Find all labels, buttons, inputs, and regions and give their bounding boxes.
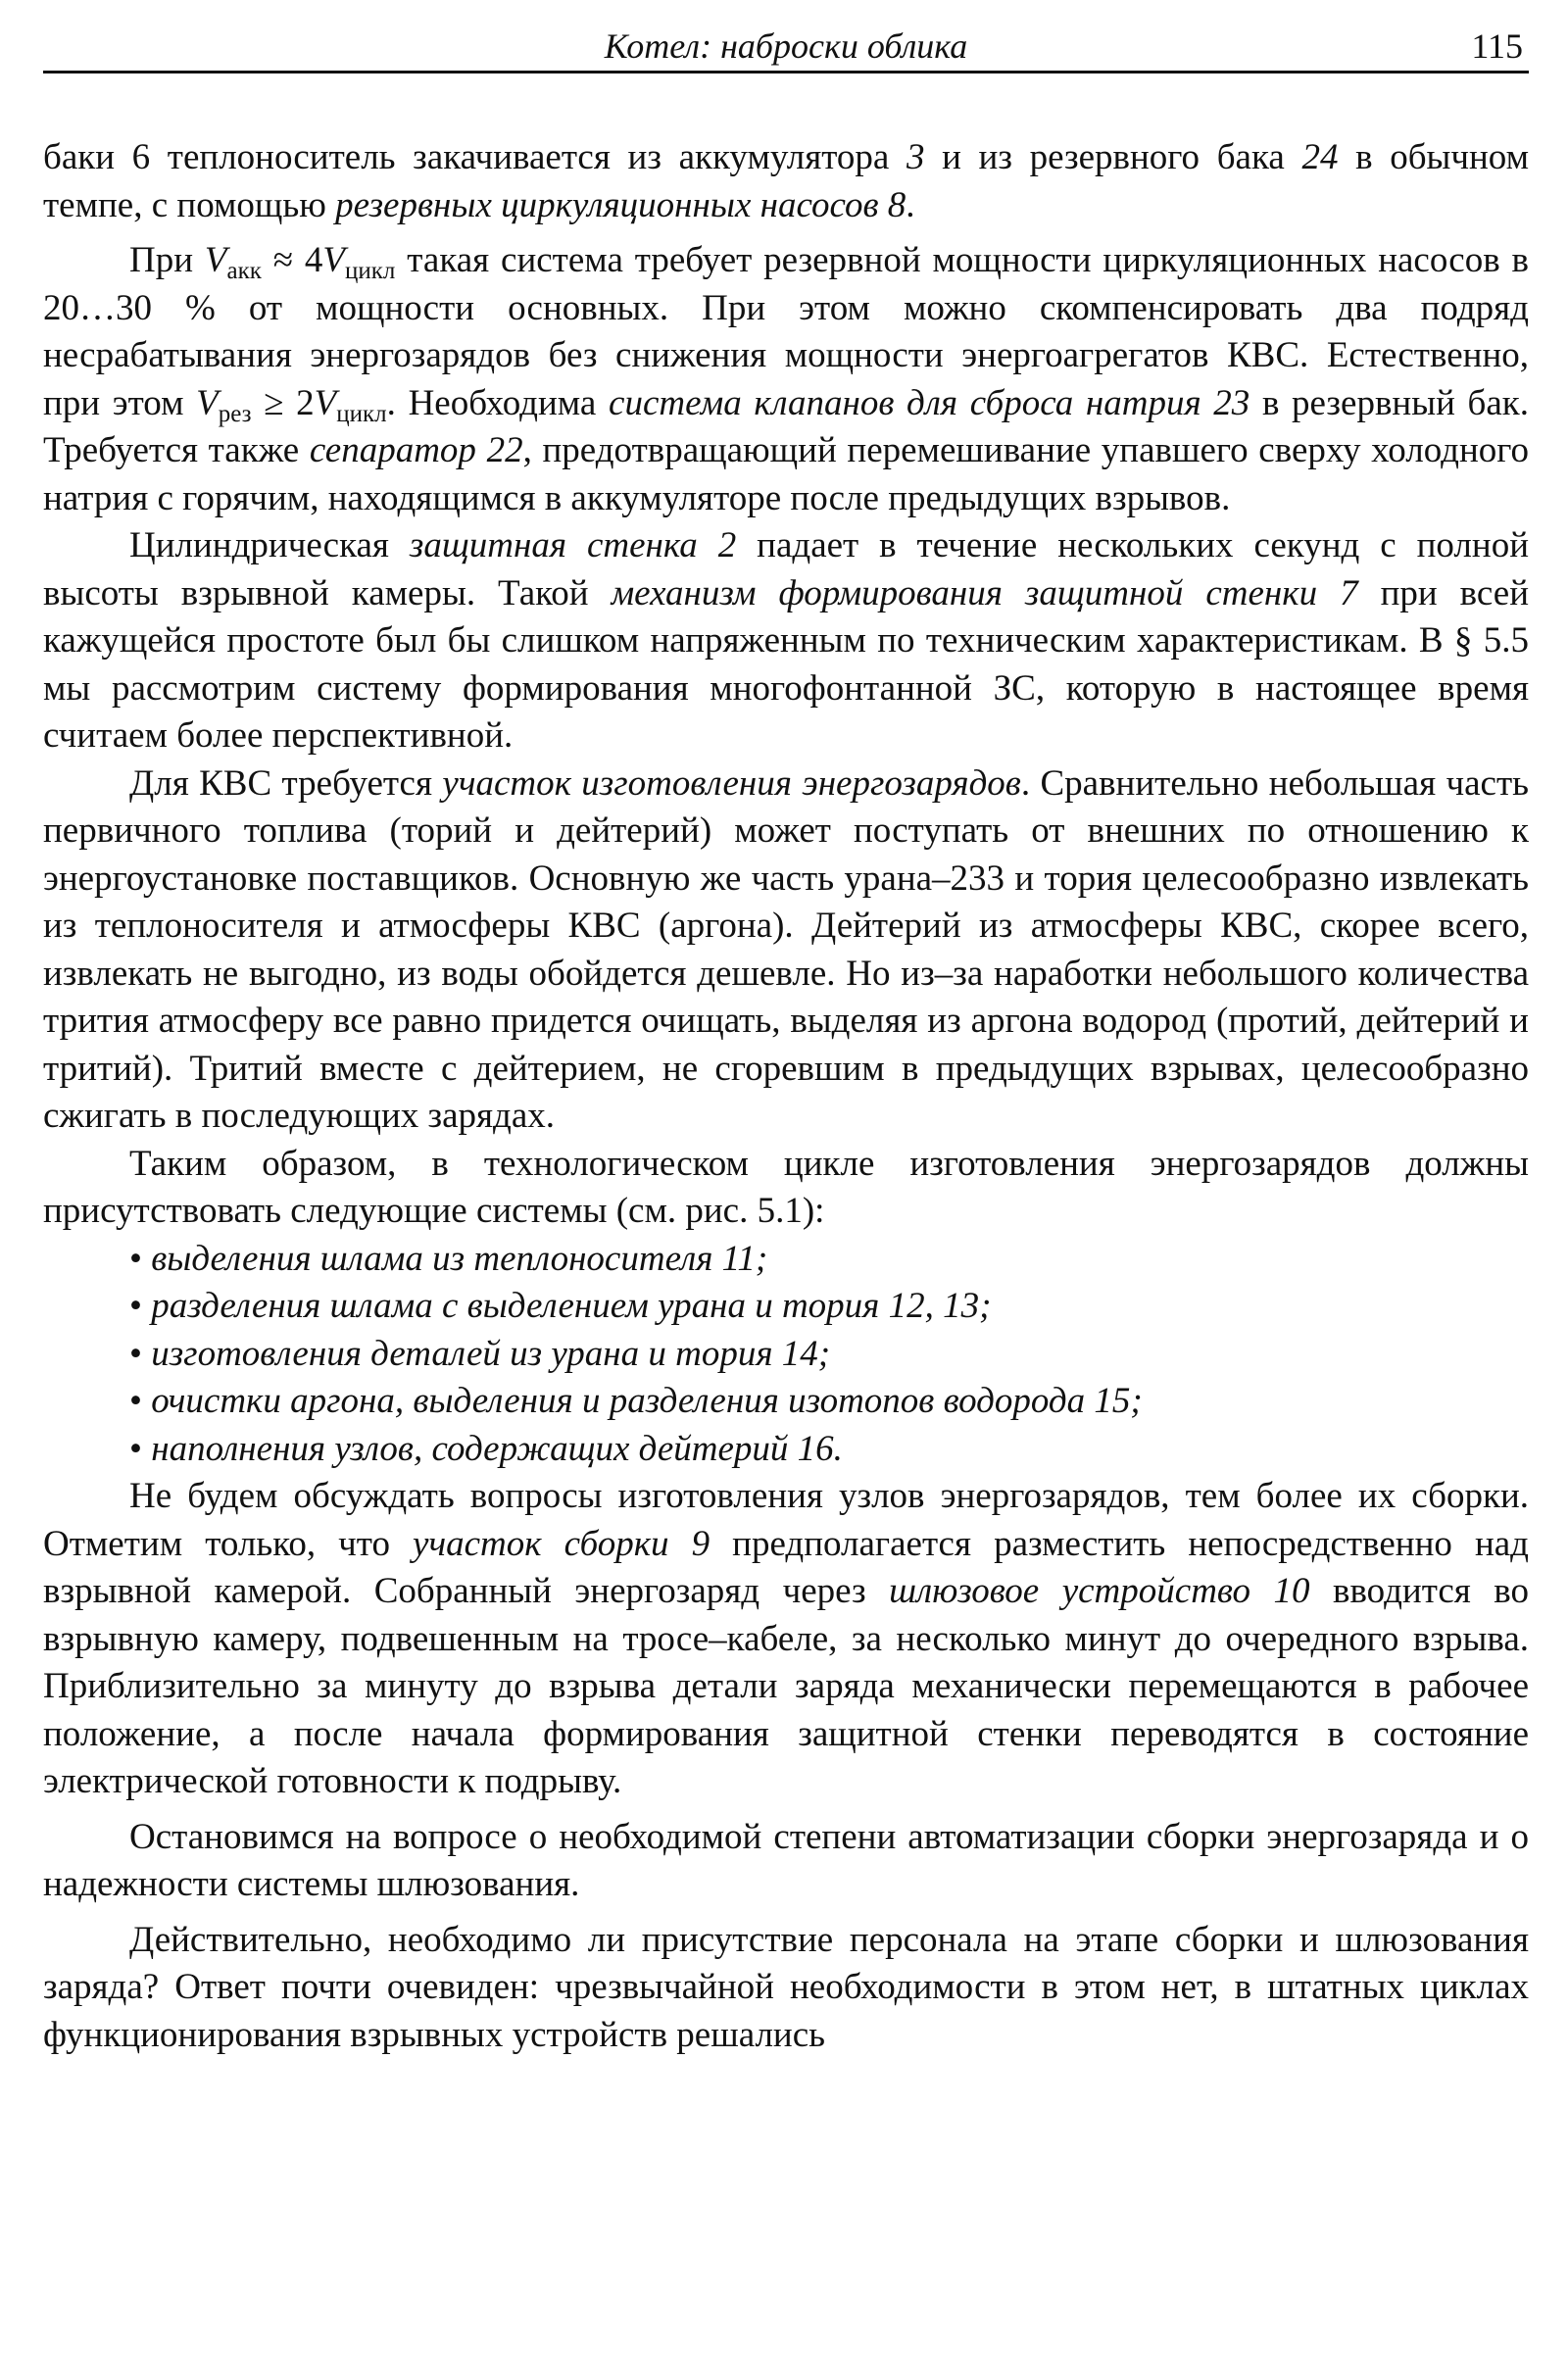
math-subscript: цикл [336,400,387,427]
math-variable: V [314,382,337,423]
math-variable: V [204,240,227,280]
italic-ref: 24 [1301,137,1339,177]
text-run: Не будем обсуждать вопросы изготовления узлов энергозарядов, тем более их сборки. Отметим только, что [43,1476,1529,1564]
italic-term: механизм формирования защитной стенки 7 [611,572,1358,613]
text-run: ≈ 4 [261,240,323,280]
list-item: • очистки аргона, выделения и разделения изотопов водорода 15; [129,1378,1529,1426]
text-run: в обычном темпе, с помощью [43,137,1529,225]
text-run: Для КВС требуется [129,762,443,804]
running-header [43,22,1529,74]
italic-term: защитная стенка 2 [409,525,737,565]
paragraph-2 [43,237,1529,522]
paragraph-6 [43,1473,1529,1806]
list-item: • выделения шлама из теплоносителя 11; [129,1236,1529,1284]
italic-term: сепаратор 22 [309,430,523,470]
text-run: . [906,184,915,225]
italic-term: система клапанов для сброса натрия 23 [609,382,1250,423]
text-run: падает в течение нескольких секунд с полной высоты взрывной камеры. Такой [43,525,1529,613]
text-run: такая система требует резервной мощности циркуляционных насосов в 20…30 % от мощности основных. При этом можно скомпенсировать два подряд несрабатывания энергозарядов без снижения мощности энергоагрегатов КВС. Естественно, при этом [43,240,1529,423]
list-item: • наполнения узлов, содержащих дейтерий 16. [129,1426,1529,1474]
paragraph-5: Таким образом, в технологическом цикле изготовления энергозарядов должны присутствовать следующие системы (см. рис. 5.1): [43,1143,1529,1231]
math-subscript: акк [226,258,262,284]
math-subscript: цикл [345,258,396,284]
text-run: Цилиндрическая [129,525,410,565]
page-body [43,134,1529,2059]
italic-term: шлюзовое устройство 10 [889,1571,1310,1611]
book-page [43,22,1529,2059]
systems-list [43,1236,1529,1474]
text-run: При [129,240,205,280]
math-variable: V [322,240,346,280]
text-run: . Необходима [386,382,610,423]
paragraph-7: Остановимся на вопросе о необходимой степени автоматизации сборки энергозаряда и о надежности системы шлюзования. [43,1816,1529,1904]
text-run: и из резервного бака [924,137,1302,177]
text-run: при всей кажущейся простоте был бы слишком напряженным по техническим характеристикам. В § 5.5 мы рассмотрим систему формирования многофонтанной ЗС, которую в настоящее время считаем более перспективной. [43,572,1530,756]
text-run: . Сравнительно небольшая часть первичного топлива (торий и дейтерий) может поступать от внешних по отношению к энергоустановке поставщиков. Основную же часть урана–233 и тория целесообразно извлекать из теплоносителя и атмосферы КВС (аргона). Дейтерий из атмосферы КВС, скорее всего, извлекать не выгодно, из воды обойдется дешевле. Но из–за наработки небольшого количества трития атмосферу все равно придется очищать, выделяя из аргона водород (протий, дейтерий и тритий). Тритий вместе с дейтерием, не сгоревшим в предыдущих взрывах, целесообразно сжигать в последующих зарядах. [43,762,1529,1136]
math-subscript: рез [218,400,252,427]
text-run: вводится во взрывную камеру, подвешенным на тросе–кабеле, за несколько минут до очередного взрыва. Приблизительно за минуту до взрыва детали заряда механически перемещаются в рабочее положение, а после начала формирования защитной стенки переводятся в состояние электрической готовности к подрыву. [43,1571,1529,1801]
running-title: Котел: наброски облика [604,26,968,66]
text-run: предполагается разместить непосредственно над взрывной камерой. Собранный энергозаряд через [43,1523,1529,1611]
paragraph-4 [43,760,1529,1141]
list-item: • изготовления деталей из урана и тория 14; [129,1331,1529,1379]
italic-ref: 3 [906,137,925,177]
paragraph-3 [43,522,1529,760]
math-variable: V [196,382,219,423]
text-run: , предотвращающий перемешивание упавшего сверху холодного натрия с горячим, находящимся в аккумуляторе после предыдущих взрывов. [43,430,1530,518]
page-number: 115 [1471,26,1523,66]
italic-term: резервных циркуляционных насосов 8 [335,184,906,225]
paragraph-8: Действительно, необходимо ли присутствие персонала на этапе сборки и шлюзования заряда? Ответ почти очевиден: чрезвычайной необходимости в этом нет, в штатных циклах функционирования взрывных устройств решались [43,1919,1529,2055]
text-run: в резервный бак. Требуется также [43,382,1530,470]
list-item: • разделения шлама с выделением урана и тория 12, 13; [129,1283,1529,1331]
text-run: ≥ 2 [251,382,315,423]
italic-term: участок изготовления энергозарядов [442,762,1021,804]
italic-term: участок сборки 9 [413,1523,710,1564]
paragraph-1 [43,134,1529,229]
text-run: баки 6 теплоноситель закачивается из аккумулятора [43,137,906,177]
